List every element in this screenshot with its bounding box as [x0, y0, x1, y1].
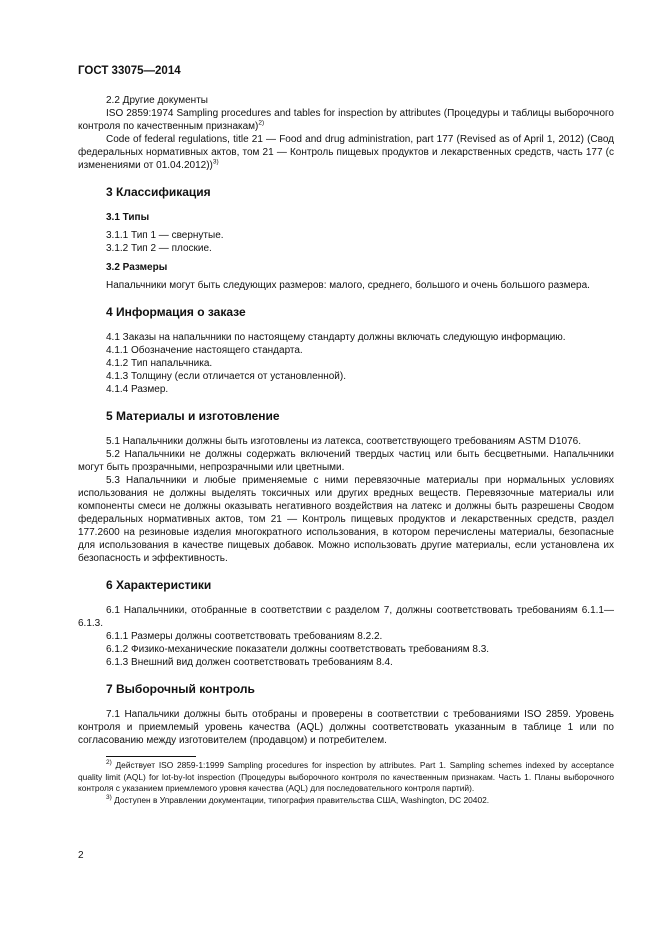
footnote-2	[78, 760, 614, 795]
footnote-ref-2: 2)	[258, 119, 265, 127]
section-2-2-title: 2.2 Другие документы	[106, 95, 208, 106]
section-3-2-heading: 3.2 Размеры	[106, 262, 168, 273]
running-header: ГОСТ 33075—2014	[78, 65, 181, 77]
clause-3-2-text: Напальчники могут быть следующих размеров: малого, среднего, большого и очень большого размера.	[106, 280, 590, 291]
clause-6-1-1: 6.1.1 Размеры должны соответствовать требованиям 8.2.2.	[106, 631, 383, 642]
footnote-2-marker: 2)	[106, 759, 112, 767]
footnote-2-text: Действует ISO 2859-1:1999 Sampling procedures for inspection by attributes. Part 1. Sampling schemes indexed by acceptance quality limit (AQL) for lot-by-lot inspection (Процедуры выборочного контроля по качественным признакам. Часть 1. Планы выборочного контроля с указанием приемлемого уровня качества (AQL) для последовательного контроля партий).	[78, 760, 614, 793]
section-5-heading: 5 Материалы и изготовление	[106, 409, 280, 423]
clause-4-1-4: 4.1.4 Размер.	[106, 384, 169, 395]
clause-5-1: 5.1 Напальчники должны быть изготовлены из латекса, соответствующего требованиям ASTM D1076.	[106, 436, 581, 447]
section-3-1-heading: 3.1 Типы	[106, 212, 150, 223]
footnote-ref-3: 3)	[212, 158, 219, 166]
clause-4-1-1: 4.1.1 Обозначение настоящего стандарта.	[106, 345, 303, 356]
clause-5-3: 5.3 Напальчники и любые применяемые с ними перевязочные материалы при нормальных условиях использования не должны выделять токсичных или других вредных веществ. Перевязочные материалы или компоненты смеси не должны оказывать негативного воздействия на латекс и должны быть разрешены Сводом федеральных нормативных актов, том 21 — Контроль пищевых продуктов и лекарственных средств, раздел 177.2600 на резиновые изделия многократного использования, в котором перечислены материалы, безопасные для использования в качестве пищевых добавок. Можно использовать другие материалы, если установлена их безопасность и эффективность.	[78, 475, 614, 564]
ref-cfr-title-21	[78, 133, 614, 172]
page-number: 2	[78, 850, 84, 861]
clause-5-2: 5.2 Напальчники не должны содержать включений твердых частиц или быть бесцветными. Напальчники могут быть прозрачными, непрозрачными или цветными.	[78, 449, 614, 473]
ref-cfr-text: Code of federal regulations, title 21 — Food and drug administration, part 177 (Revised as of April 1, 2012) (Свод федеральных нормативных актов, том 21 — Контроль пищевых продуктов и лекарственных средств, часть 177 (с изменениями от 01.04.2012))	[78, 134, 614, 171]
section-3-heading: 3 Классификация	[106, 185, 211, 199]
clause-4-1: 4.1 Заказы на напальчники по настоящему стандарту должны включать следующую информацию.	[106, 332, 566, 343]
footnote-divider	[106, 756, 196, 757]
clause-7-1: 7.1 Напальчики должны быть отобраны и проверены в соответствии с требованиями ISO 2859. Уровень контроля и приемлемый уровень качества (AQL) должны соответствовать указанным в таблице 1 или по согласованию между изготовителем (продавцом) и потребителем.	[78, 709, 614, 746]
ref-iso-2859	[78, 107, 614, 133]
clause-6-1-2: 6.1.2 Физико-механические показатели должны соответствовать требованиям 8.3.	[106, 644, 490, 655]
clause-6-1: 6.1 Напальчники, отобранные в соответствии с разделом 7, должны соответствовать требованиям 6.1.1—6.1.3.	[78, 605, 614, 629]
clause-4-1-3: 4.1.3 Толщину (если отличается от установленной).	[106, 371, 346, 382]
section-6-heading: 6 Характеристики	[106, 578, 212, 592]
clause-6-1-3: 6.1.3 Внешний вид должен соответствовать требованиям 8.4.	[106, 657, 393, 668]
ref-iso-2859-text: ISO 2859:1974 Sampling procedures and tables for inspection by attributes (Процедуры и таблицы выборочного контроля по качественным признакам)	[78, 108, 614, 132]
clause-3-1-2: 3.1.2 Тип 2 — плоские.	[106, 243, 212, 254]
footnotes	[78, 760, 614, 806]
section-7-heading: 7 Выборочный контроль	[106, 682, 255, 696]
document-body	[78, 94, 614, 806]
clause-3-1-1: 3.1.1 Тип 1 — свернутые.	[106, 230, 224, 241]
footnote-3-marker: 3)	[106, 793, 112, 801]
footnote-3	[78, 795, 614, 807]
clause-4-1-2: 4.1.2 Тип напальчника.	[106, 358, 213, 369]
footnote-3-text: Доступен в Управлении документации, типография правительства США, Washington, DC 20402.	[114, 794, 490, 805]
section-4-heading: 4 Информация о заказе	[106, 305, 246, 319]
